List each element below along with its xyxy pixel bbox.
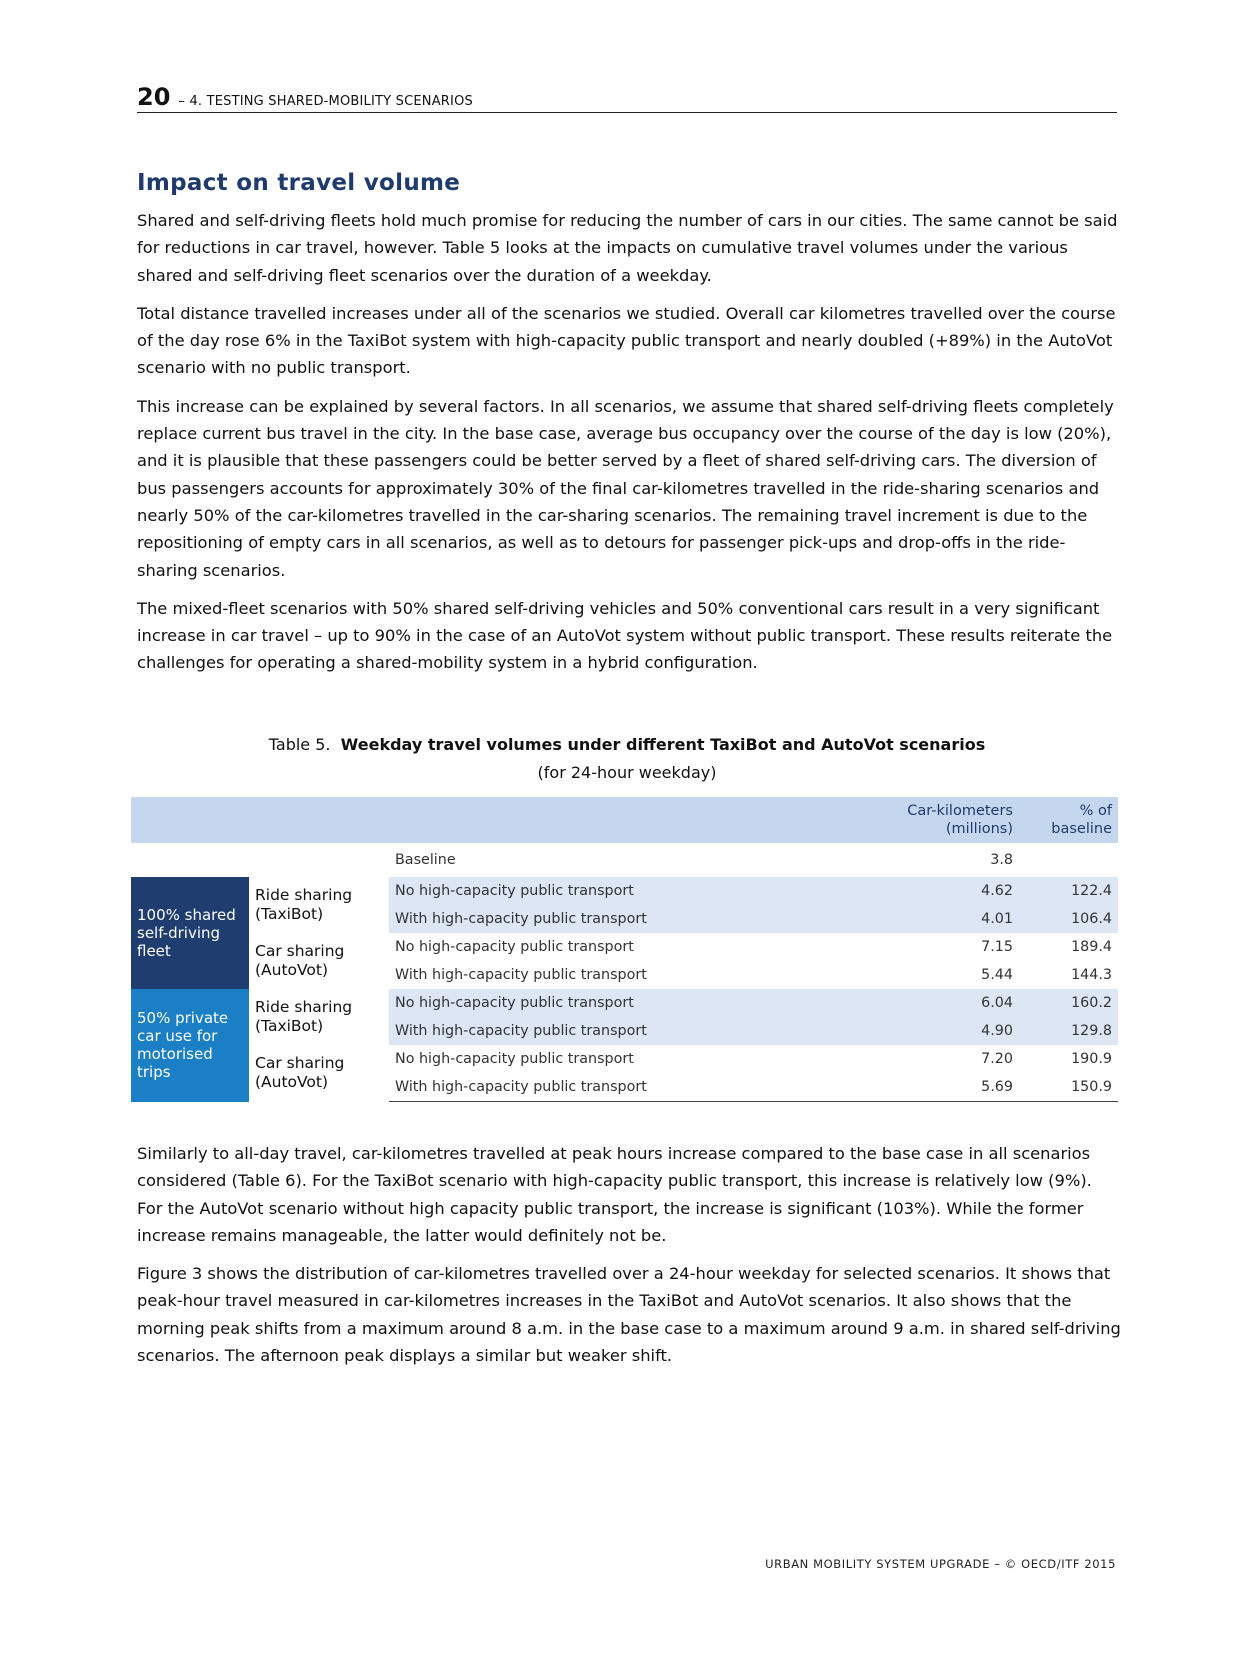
col-header-pct: % of baseline	[1019, 797, 1118, 843]
baseline-row	[131, 843, 1118, 877]
col-header-car-km: Car-kilometers (millions)	[859, 797, 1019, 843]
car-km-value: 7.20	[981, 1051, 1013, 1067]
pct-value: 106.4	[1019, 905, 1118, 933]
chapter-title: – 4. TESTING SHARED-MOBILITY SCENARIOS	[178, 94, 473, 109]
pct-value: 189.4	[1071, 939, 1112, 955]
table-row	[131, 1045, 1118, 1073]
baseline-label: Baseline	[389, 843, 859, 877]
table-row	[131, 877, 1118, 905]
scenario-desc: With high-capacity public transport	[389, 905, 859, 933]
scenario-desc: With high-capacity public transport	[389, 1017, 859, 1045]
travel-volume-table	[131, 797, 1118, 1102]
page-footer: URBAN MOBILITY SYSTEM UPGRADE – © OECD/ITF 2015	[765, 1557, 1116, 1571]
paragraph: This increase can be explained by several factors. In all scenarios, we assume that shared self-driving fleets completely replace current bus travel in the city. In the base case, average bus occupancy over the course of the day is low (20%), and it is plausible that these passengers could be better served by a fleet of shared self-driving cars. The diversion of bus passengers accounts for approximately 30% of the final car-kilometres travelled in the ride-sharing scenarios and nearly 50% of the car-kilometres travelled in the car-sharing scenarios. The remaining travel increment is due to the repositioning of empty cars in all scenarios, as well as to detours for passenger pick-ups and drop-offs in the ride-sharing scenarios.	[137, 396, 1114, 580]
car-km-value: 5.44	[981, 967, 1013, 983]
table-caption	[137, 731, 1117, 787]
car-km-value: 4.01	[859, 905, 1019, 933]
table-header-row	[131, 797, 1118, 843]
car-km-value: 4.62	[859, 877, 1019, 905]
pct-value: 150.9	[1019, 1073, 1118, 1102]
caption-prefix: Table 5.	[268, 735, 331, 754]
car-km-value: 6.04	[859, 989, 1019, 1017]
baseline-value: 3.8	[859, 843, 1019, 877]
car-km-value: 7.15	[981, 939, 1013, 955]
table-row	[131, 989, 1118, 1017]
scenario-desc: With high-capacity public transport	[395, 967, 647, 983]
system-label: Car sharing (AutoVot)	[255, 942, 345, 979]
paragraph: Similarly to all-day travel, car-kilometres travelled at peak hours increase compared to the base case in all scenarios considered (Table 6). For the TaxiBot scenario with high-capacity public transport, this increase is relatively low (9%). For the AutoVot scenario without high capacity public transport, the increase is significant (103%). While the former increase remains manageable, the latter would definitely not be.	[137, 1144, 1092, 1245]
paragraph: Shared and self-driving fleets hold much promise for reducing the number of cars in our cities. The same cannot be said for reductions in car travel, however. Table 5 looks at the impacts on cumulative travel volumes under the various shared and self-driving fleet scenarios over the duration of a weekday.	[137, 211, 1118, 285]
paragraph: The mixed-fleet scenarios with 50% shared self-driving vehicles and 50% conventional cars result in a very significant increase in car travel – up to 90% in the case of an AutoVot system without public transport. These results reiterate the challenges for operating a shared-mobility system in a hybrid configuration.	[137, 598, 1113, 673]
scenario-desc: No high-capacity public transport	[389, 877, 859, 905]
page-number: 20	[137, 83, 171, 111]
scenario-desc: No high-capacity public transport	[389, 989, 859, 1017]
pct-value: 190.9	[1071, 1051, 1112, 1067]
pct-value: 122.4	[1019, 877, 1118, 905]
header-blank	[131, 797, 859, 843]
pct-value: 160.2	[1019, 989, 1118, 1017]
body-text-bottom	[137, 1140, 1122, 1380]
group-label: 50% private car use for motorised trips	[131, 989, 249, 1102]
pct-value: 129.8	[1019, 1017, 1118, 1045]
paragraph: Figure 3 shows the distribution of car-kilometres travelled over a 24-hour weekday for selected scenarios. It shows that peak-hour travel measured in car-kilometres increases in the TaxiBot and AutoVot scenarios. It also shows that the morning peak shifts from a maximum around 8 a.m. in the base case to a maximum around 9 a.m. in shared self-driving scenarios. The afternoon peak displays a similar but weaker shift.	[137, 1264, 1121, 1366]
scenario-desc: No high-capacity public transport	[395, 939, 634, 955]
scenario-desc: No high-capacity public transport	[395, 1051, 634, 1067]
scenario-desc: With high-capacity public transport	[389, 1073, 859, 1102]
system-label: Ride sharing (TaxiBot)	[255, 998, 353, 1035]
table-row	[131, 933, 1118, 961]
pct-value: 144.3	[1071, 967, 1112, 983]
system-label: Car sharing (AutoVot)	[255, 1054, 345, 1092]
caption-subtitle: (for 24-hour weekday)	[537, 763, 717, 782]
section-title: Impact on travel volume	[137, 170, 461, 196]
paragraph: Total distance travelled increases under all of the scenarios we studied. Overall car kilometres travelled over the course of the day rose 6% in the TaxiBot system with high-capacity public transport and nearly doubled (+89%) in the AutoVot scenario with no public transport.	[137, 303, 1116, 378]
page-header	[137, 82, 1117, 113]
car-km-value: 4.90	[859, 1017, 1019, 1045]
car-km-value: 5.69	[859, 1073, 1019, 1102]
caption-title: Weekday travel volumes under different TaxiBot and AutoVot scenarios	[340, 735, 986, 754]
system-label: Ride sharing (TaxiBot)	[255, 886, 353, 923]
body-text-top	[137, 207, 1122, 688]
group-label: 100% shared self-driving fleet	[131, 877, 249, 989]
